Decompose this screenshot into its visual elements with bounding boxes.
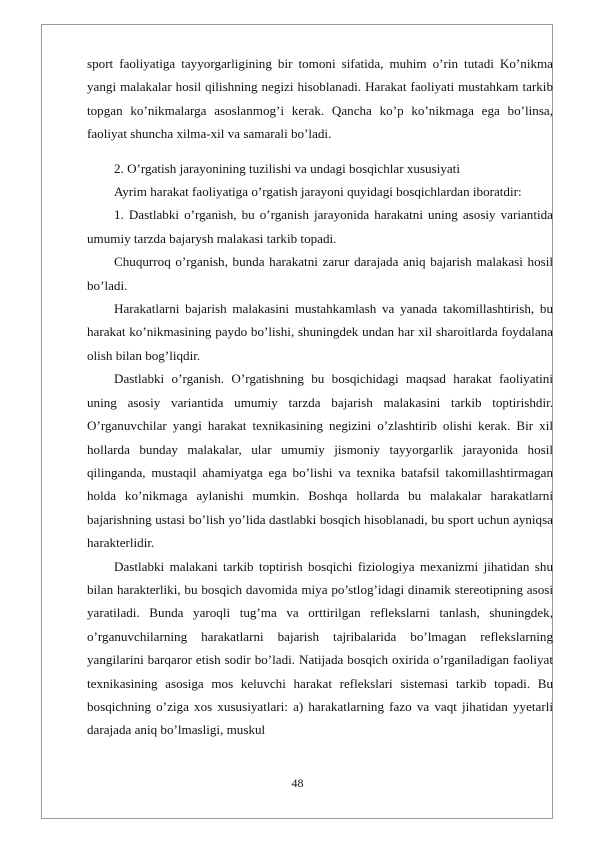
section-heading: 2. O’rgatish jarayonining tuzilishi va undagi bosqichlar xususiyati [114, 160, 460, 176]
paragraph-intro-stages: Ayrim harakat faoliyatiga o’rgatish jarayoni quyidagi bosqichlardan iboratdir: [114, 184, 522, 200]
page-number: 48 [291, 776, 304, 790]
paragraph-stage-3: Harakatlarni bajarish malakasini mustahkamlash va yanada takomillashtirish, bu harakat ko’nikmasining paydo bo’lishi, shuningdek undan har xil sharoitlarda foydalana olish bilan bog’liqdir. [87, 301, 553, 363]
document-body [87, 52, 553, 742]
paragraph-stage-2: Chuqurroq o’rganish, bunda harakatni zarur darajada aniq bajarish malakasi hosil bo’ladi. [87, 254, 553, 293]
paragraph-physiology: Dastlabki malakani tarkib toptirish bosqichi fiziologiya mexanizmi jihatidan shu bilan harakterliki, bu bosqich davomida miya po’stlog’idagi dinamik stereotipning asosi yaratiladi. Bunda yaroqli tug’ma va orttirilgan reflekslarni tanlash, shuningdek, o’rganuvchilarning harakatlarni bajarish tajribalarida bo’lmagan reflekslarning yangilarini barqaror etish sodir bo’ladi. Natijada bosqich oxirida o’rganiladigan faoliyat texnikasining asosiga mos keluvchi harakat reflekslari sistemasi tarkib topadi. Bu bosqichning o’ziga xos xususiyatlari: a) harakatlarning fazo va vaqt jihatidan yyetarli darajada aniq bo’lmasligi, muskul [87, 558, 553, 738]
paragraph-stage-1: 1. Dastlabki o’rganish, bu o’rganish jarayonida harakatni uning asosiy variantida umumiy tarzda bajarysh malakasi tarkib topadi. [87, 207, 553, 246]
paragraph-continuation: sport faoliyatiga tayyorgarligining bir tomoni sifatida, muhim o’rin tutadi Ko’nikma yangi malakalar hosil qilishning negizi hisoblanadi. Harakat faoliyati mustahkam tarkib topgan ko’nikmalarga asoslanmog’i kerak. Qancha ko’p ko’nikmaga ega bo’linsa, faoliyat shuncha xilma-xil va samarali bo’ladi. [87, 56, 553, 142]
paragraph-initial-learning: Dastlabki o’rganish. O’rgatishning bu bosqichidagi maqsad harakat faoliyatini uning asosiy variantida umumiy tarzda bajarish malakasini tarkib toptirishdir. O’rganuvchilar yangi harakat texnikasining negizini o’zlashtirib olishi kerak. Bir xil hollarda bunday malakalar, ular umumiy jismoniy tayyorgarlik jarayonida hosil qilinganda, mustaqil ahamiyatga ega bo’lishi va texnika batafsil takomillashtirmagan holda ko’nikmaga aylanishi mumkin. Boshqa hollarda bu malakalar harakatlarni bajarishning ustasi bo’lish yo’lida dastlabki bosqich hisoblanadi, bu sport uchun ayniqsa harakterlidir. [87, 371, 553, 551]
